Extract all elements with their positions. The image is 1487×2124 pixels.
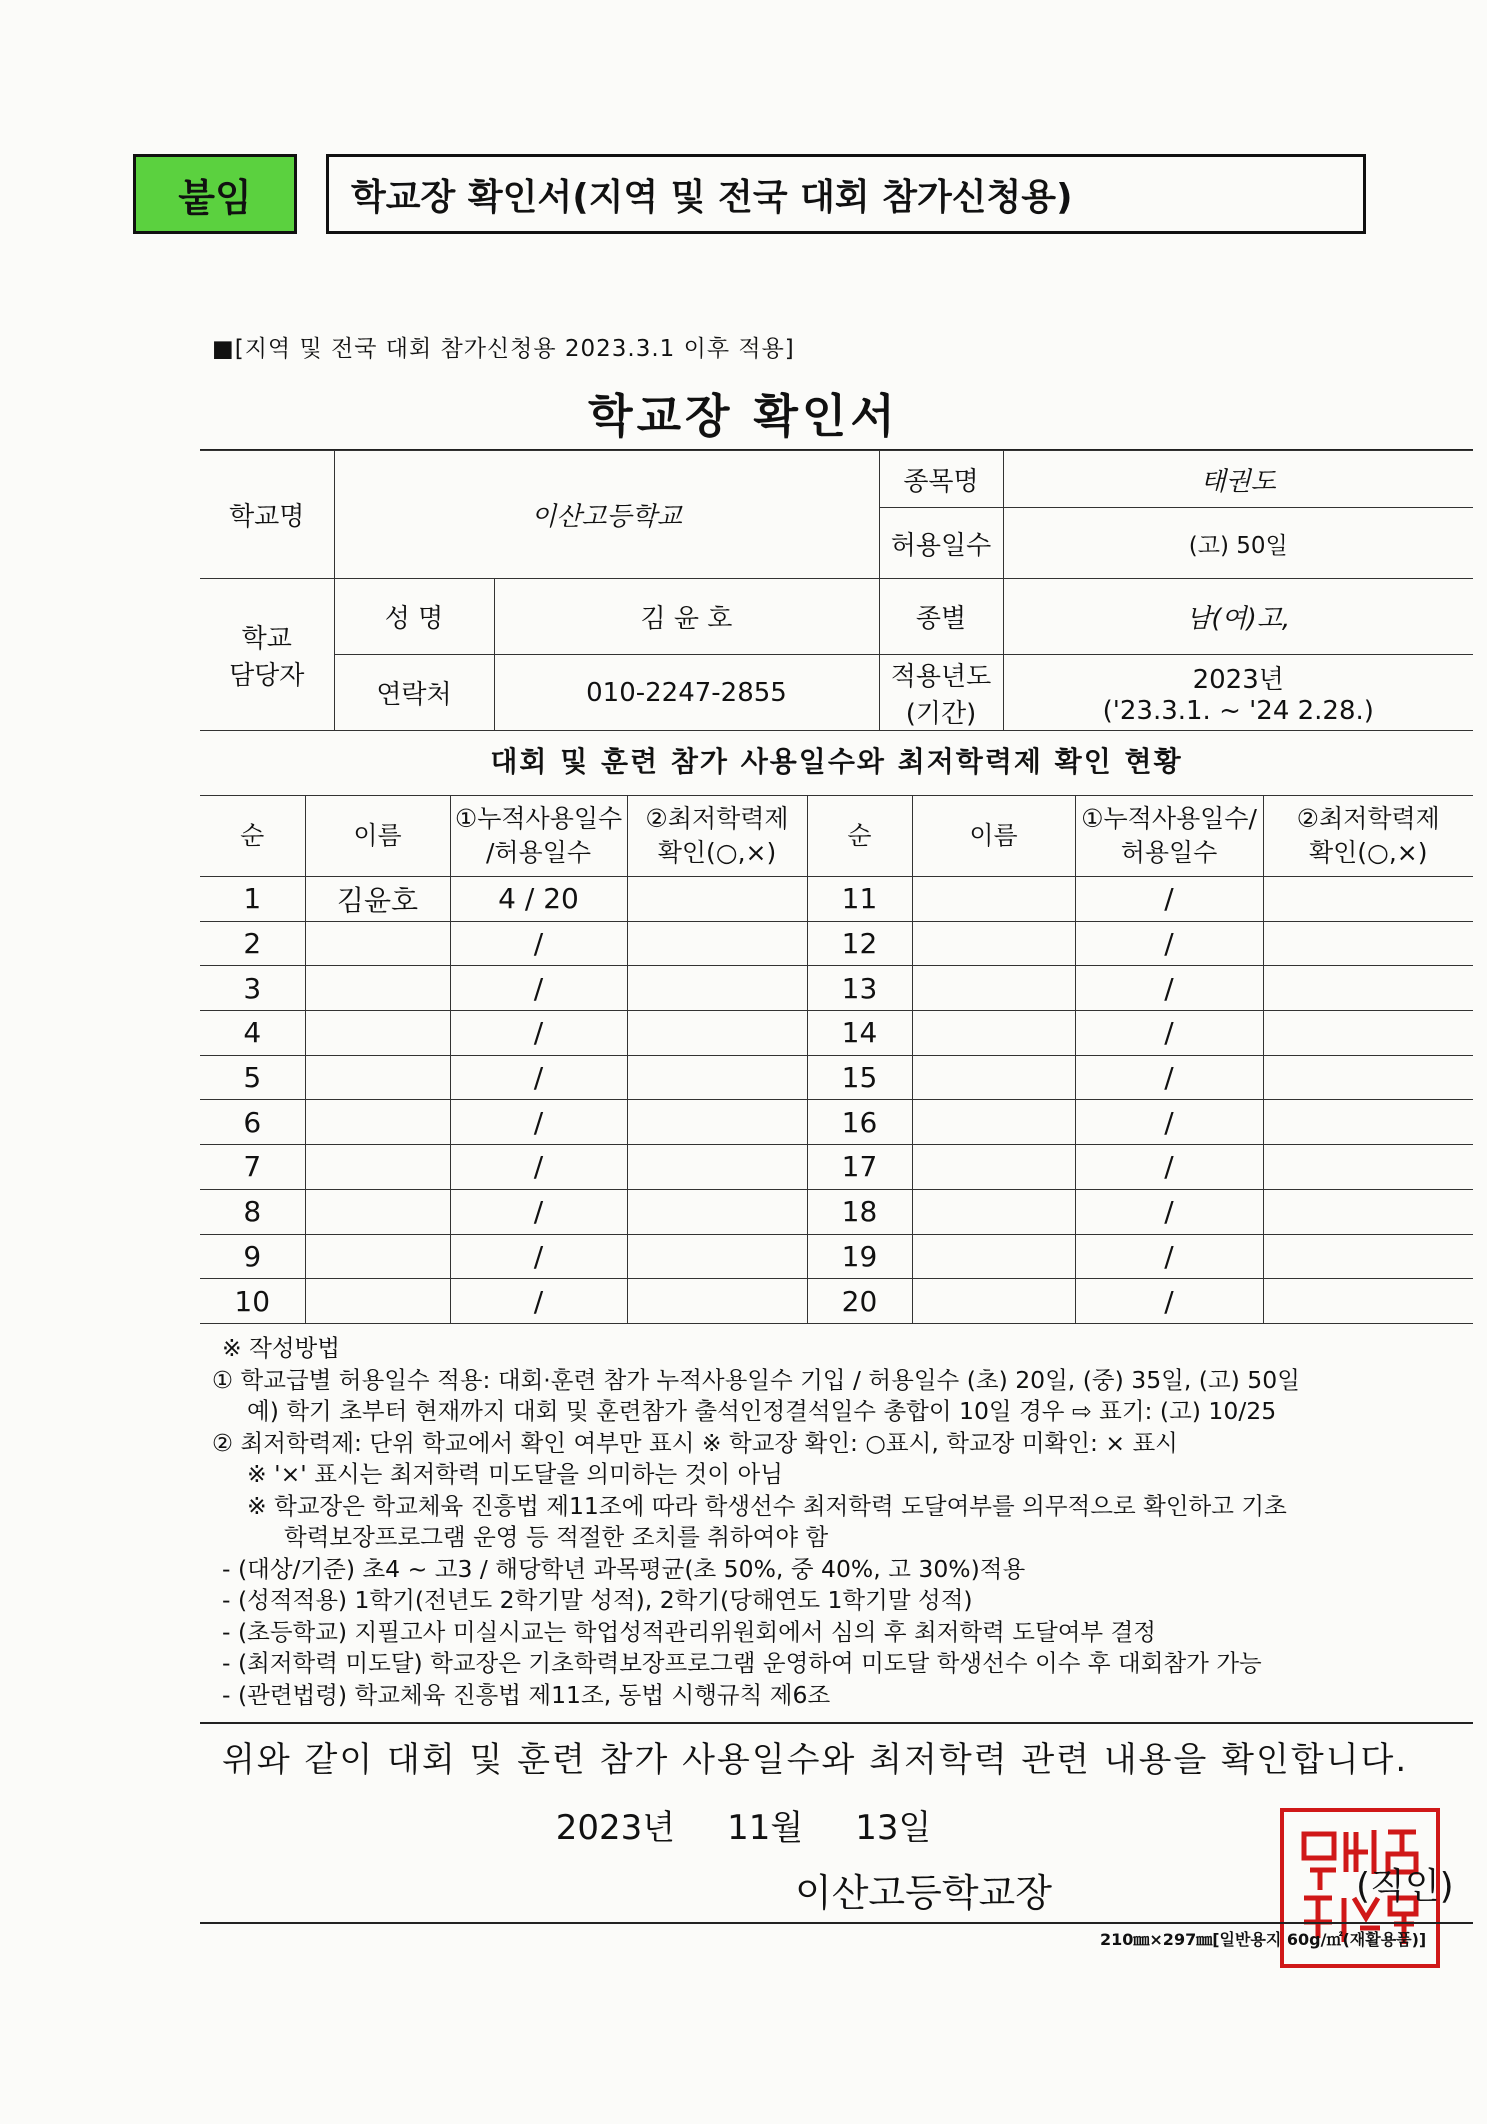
row-no-right: 13 (807, 966, 912, 1011)
row-name-right (912, 1011, 1075, 1056)
row-check-left (627, 1055, 807, 1100)
row-name-right (912, 1279, 1075, 1324)
divider (200, 1722, 1473, 1724)
event-value: 태권도 (1003, 451, 1473, 508)
allowed-days-label: 허용일수 (879, 508, 1003, 579)
row-days-left: / (450, 1189, 627, 1234)
instructions-heading: ※ 작성방법 (222, 1334, 340, 1362)
school-value: 이산고등학교 (334, 451, 879, 579)
row-days-left: / (450, 1279, 627, 1324)
table-row (200, 1145, 1473, 1190)
row-days-right: / (1075, 877, 1263, 922)
row-no-right: 17 (807, 1145, 912, 1190)
row-check-right (1263, 877, 1473, 922)
instruction-line: - (초등학교) 지필고사 미실시교는 학업성적관리위원회에서 심의 후 최저학력 도달여부 결정 (222, 1617, 1156, 1646)
row-name-right (912, 921, 1075, 966)
document-title: 학교장 확인서 (588, 389, 899, 443)
col-name-left: 이름 (305, 796, 450, 877)
row-check-left (627, 1011, 807, 1056)
instruction-line: - (관련법령) 학교체육 진흥법 제11조, 동법 시행규칙 제6조 (222, 1680, 831, 1709)
row-no-left: 7 (200, 1145, 305, 1190)
row-check-right (1263, 1145, 1473, 1190)
confirmation-text: 위와 같이 대회 및 훈련 참가 사용일수와 최저학력 관련 내용을 확인합니다. (222, 1740, 1409, 1780)
paper-spec: 210㎜×297㎜[일반용지 60g/㎡(재활용품)] (1100, 1930, 1427, 1949)
row-name-left (305, 921, 450, 966)
row-days-right: / (1075, 1279, 1263, 1324)
row-check-left (627, 1189, 807, 1234)
row-days-left: / (450, 1145, 627, 1190)
divider (200, 1922, 1473, 1924)
row-no-left: 2 (200, 921, 305, 966)
instruction-line: ① 학교급별 허용일수 적용: 대회·훈련 참가 누적사용일수 기입 / 허용일수 (초) 20일, (중) 35일, (고) 50일 (212, 1365, 1300, 1394)
row-no-left: 5 (200, 1055, 305, 1100)
row-check-right (1263, 1055, 1473, 1100)
row-check-left (627, 1234, 807, 1279)
row-check-right (1263, 1234, 1473, 1279)
row-no-left: 8 (200, 1189, 305, 1234)
staff-label: 학교 담당자 (200, 579, 334, 731)
table-row (200, 1011, 1473, 1056)
row-check-left (627, 1279, 807, 1324)
row-name-right (912, 1100, 1075, 1145)
row-check-left (627, 966, 807, 1011)
row-no-left: 3 (200, 966, 305, 1011)
row-days-right: / (1075, 1011, 1263, 1056)
row-no-right: 18 (807, 1189, 912, 1234)
row-days-right: / (1075, 966, 1263, 1011)
row-check-right (1263, 1279, 1473, 1324)
section-title: 대회 및 훈련 참가 사용일수와 최저학력제 확인 현황 (490, 745, 1183, 778)
table-row (200, 1279, 1473, 1324)
row-no-left: 6 (200, 1100, 305, 1145)
row-no-left: 10 (200, 1279, 305, 1324)
row-no-right: 19 (807, 1234, 912, 1279)
table-row (200, 1100, 1473, 1145)
row-check-right (1263, 1100, 1473, 1145)
row-no-right: 11 (807, 877, 912, 922)
table-row (200, 966, 1473, 1011)
table-row (200, 1055, 1473, 1100)
row-name-left (305, 1055, 450, 1100)
row-check-right (1263, 966, 1473, 1011)
row-name-left (305, 1234, 450, 1279)
col-check-left: ②최저학력제 확인(○,×) (627, 796, 807, 877)
row-days-right: / (1075, 1100, 1263, 1145)
instructions (212, 1333, 1472, 1711)
event-label: 종목명 (879, 451, 1003, 508)
row-name-left (305, 1011, 450, 1056)
header-title: 학교장 확인서(지역 및 전국 대회 참가신청용) (326, 154, 1366, 234)
row-days-right: / (1075, 1055, 1263, 1100)
row-no-right: 12 (807, 921, 912, 966)
year-label: 적용년도 (기간) (879, 655, 1003, 731)
row-check-left (627, 877, 807, 922)
row-name-left: 김윤호 (305, 877, 450, 922)
row-days-right: / (1075, 1145, 1263, 1190)
row-days-right: / (1075, 1234, 1263, 1279)
row-name-right (912, 1234, 1075, 1279)
row-days-left: / (450, 966, 627, 1011)
row-name-left (305, 966, 450, 1011)
row-no-left: 1 (200, 877, 305, 922)
table-row (200, 877, 1473, 922)
instruction-line: ※ '×' 표시는 최저학력 미도달을 의미하는 것이 아님 (247, 1460, 783, 1488)
row-no-left: 9 (200, 1234, 305, 1279)
col-name-right: 이름 (912, 796, 1075, 877)
instruction-line: - (성적적용) 1학기(전년도 2학기말 성적), 2학기(당해연도 1학기말 성적) (222, 1586, 973, 1614)
contact-value: 010-2247-2855 (494, 655, 879, 731)
instruction-line: ② 최저학력제: 단위 학교에서 확인 여부만 표시 ※ 학교장 확인: ○표시, 학교장 미확인: × 표시 (212, 1428, 1178, 1457)
row-name-left (305, 1279, 450, 1324)
table-row (200, 921, 1473, 966)
col-days-right: ①누적사용일수/ 허용일수 (1075, 796, 1263, 877)
row-name-right (912, 1145, 1075, 1190)
seal-mark: (직인) (1356, 1866, 1454, 1907)
instruction-line: - (대상/기준) 초4 ~ 고3 / 해당학년 과목평균(초 50%, 중 40%, 고 30%)적용 (222, 1554, 1026, 1583)
row-check-right (1263, 921, 1473, 966)
instruction-line: - (최저학력 미도달) 학교장은 기초학력보장프로그램 운영하여 미도달 학생선수 이수 후 대회참가 가능 (222, 1649, 1262, 1677)
row-check-right (1263, 1011, 1473, 1056)
row-check-right (1263, 1189, 1473, 1234)
year-value: 2023년 ('23.3.1. ~ '24 2.28.) (1003, 655, 1473, 731)
gender-label: 종별 (879, 579, 1003, 655)
col-check-right: ②최저학력제 확인(○,×) (1263, 796, 1473, 877)
table-row (200, 1189, 1473, 1234)
date: 2023년 11월 13일 (555, 1808, 932, 1848)
instruction-line: 예) 학기 초부터 현재까지 대회 및 훈련참가 출석인정결석일수 총합이 10일 경우 ⇨ 표기: (고) 10/25 (247, 1397, 1277, 1425)
row-no-right: 20 (807, 1279, 912, 1324)
gender-value: 남(여)고, (1003, 579, 1473, 655)
col-days-left: ①누적사용일수 /허용일수 (450, 796, 627, 877)
row-name-right (912, 966, 1075, 1011)
col-no-left: 순 (200, 796, 305, 877)
row-name-right (912, 1055, 1075, 1100)
principal-signature: 이산고등학교장 (795, 1871, 1052, 1915)
row-name-right (912, 1189, 1075, 1234)
row-days-left: / (450, 1234, 627, 1279)
row-check-left (627, 1145, 807, 1190)
table-row (200, 1234, 1473, 1279)
row-name-right (912, 877, 1075, 922)
row-days-right: / (1075, 921, 1263, 966)
instruction-line: 학력보장프로그램 운영 등 적절한 조치를 취하여야 함 (284, 1523, 829, 1551)
row-no-right: 15 (807, 1055, 912, 1100)
school-label: 학교명 (200, 451, 334, 579)
row-days-right: / (1075, 1189, 1263, 1234)
attachment-tag: 붙임 (133, 154, 297, 234)
info-table (200, 450, 1473, 731)
row-days-left: / (450, 1055, 627, 1100)
top-note: ■[지역 및 전국 대회 참가신청용 2023.3.1 이후 적용] (212, 336, 795, 362)
allowed-days-value: (고) 50일 (1003, 508, 1473, 579)
row-days-left: / (450, 1100, 627, 1145)
row-days-left: / (450, 1011, 627, 1056)
row-check-left (627, 1100, 807, 1145)
name-label: 성 명 (334, 579, 494, 655)
contact-label: 연락처 (334, 655, 494, 731)
row-days-left: 4 / 20 (450, 877, 627, 922)
col-no-right: 순 (807, 796, 912, 877)
row-name-left (305, 1145, 450, 1190)
row-no-right: 16 (807, 1100, 912, 1145)
name-value: 김 윤 호 (494, 579, 879, 655)
row-check-left (627, 921, 807, 966)
row-name-left (305, 1189, 450, 1234)
instruction-line: ※ 학교장은 학교체육 진흥법 제11조에 따라 학생선수 최저학력 도달여부를 의무적으로 확인하고 기초 (247, 1491, 1287, 1520)
row-no-right: 14 (807, 1011, 912, 1056)
status-table (200, 795, 1473, 1324)
row-name-left (305, 1100, 450, 1145)
row-no-left: 4 (200, 1011, 305, 1056)
row-days-left: / (450, 921, 627, 966)
